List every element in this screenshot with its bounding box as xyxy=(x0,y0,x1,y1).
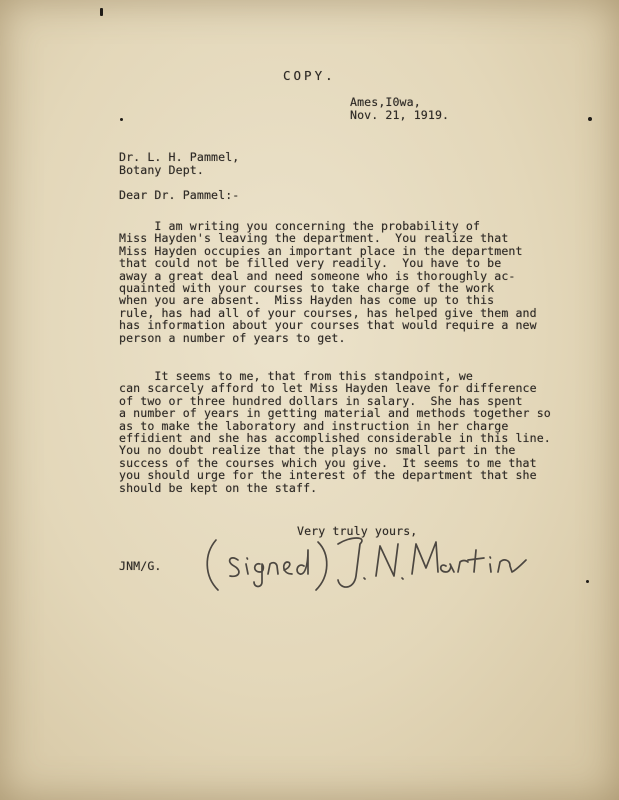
salutation: Dear Dr. Pammel:- xyxy=(119,188,240,202)
closing: Very truly yours, xyxy=(297,524,418,538)
paper-mark xyxy=(588,117,592,121)
paragraph-line: I am writing you concerning the probability of xyxy=(119,219,481,233)
recipient-department: Botany Dept. xyxy=(119,163,204,177)
paragraph-line: can scarcely afford to let Miss Hayden leave for difference xyxy=(119,381,537,396)
paragraph-line: person a number of years to get. xyxy=(119,330,346,345)
paragraph-line: You no doubt realize that the plays no small part in the xyxy=(119,443,516,458)
recipient-name: Dr. L. H. Pammel, xyxy=(119,150,240,164)
paper-mark xyxy=(586,580,589,583)
paragraph-line: quainted with your courses to take charge of the work xyxy=(119,281,495,296)
paper-mark xyxy=(100,8,103,16)
paragraph-line: effidient and she has accomplished considerable in this line. xyxy=(119,431,551,446)
body-paragraph-2 xyxy=(119,370,551,494)
paragraph-line: away a great deal and need someone who is thoroughly ac- xyxy=(119,268,516,283)
paragraph-line: as to make the laboratory and instruction in her charge xyxy=(119,418,509,433)
paragraph-line: a number of years in getting material and methods together so xyxy=(119,406,551,421)
paragraph-line: you should urge for the interest of the department that she xyxy=(119,468,537,483)
letter-date: Nov. 21, 1919. xyxy=(350,108,450,122)
typist-initials: JNM/G. xyxy=(119,559,162,573)
paragraph-line: rule, has had all of your courses, has helped give them and xyxy=(119,305,537,320)
paragraph-line: of two or three hundred dollars in salary. She has spent xyxy=(119,393,523,408)
paragraph-line: that could not be filled very readily. You have to be xyxy=(119,256,502,271)
paragraph-line: Miss Hayden's leaving the department. You realize that xyxy=(119,231,509,246)
paragraph-line: It seems to me, that from this standpoint, we xyxy=(119,369,474,383)
paragraph-line: has information about your courses that would require a new xyxy=(119,318,537,333)
handwritten-signature xyxy=(200,520,530,595)
paragraph-line: when you are absent. Miss Hayden has come up to this xyxy=(119,293,495,308)
paragraph-line: success of the courses which you give. It seems to me that xyxy=(119,455,537,470)
letter-place: Ames,I0wa, xyxy=(350,95,421,109)
copy-heading: COPY. xyxy=(283,68,336,83)
paragraph-line: should be kept on the staff. xyxy=(119,480,318,495)
paragraph-line: Miss Hayden occupies an important place in the department xyxy=(119,243,523,258)
paper-mark xyxy=(120,118,123,121)
body-paragraph-1 xyxy=(119,220,537,344)
